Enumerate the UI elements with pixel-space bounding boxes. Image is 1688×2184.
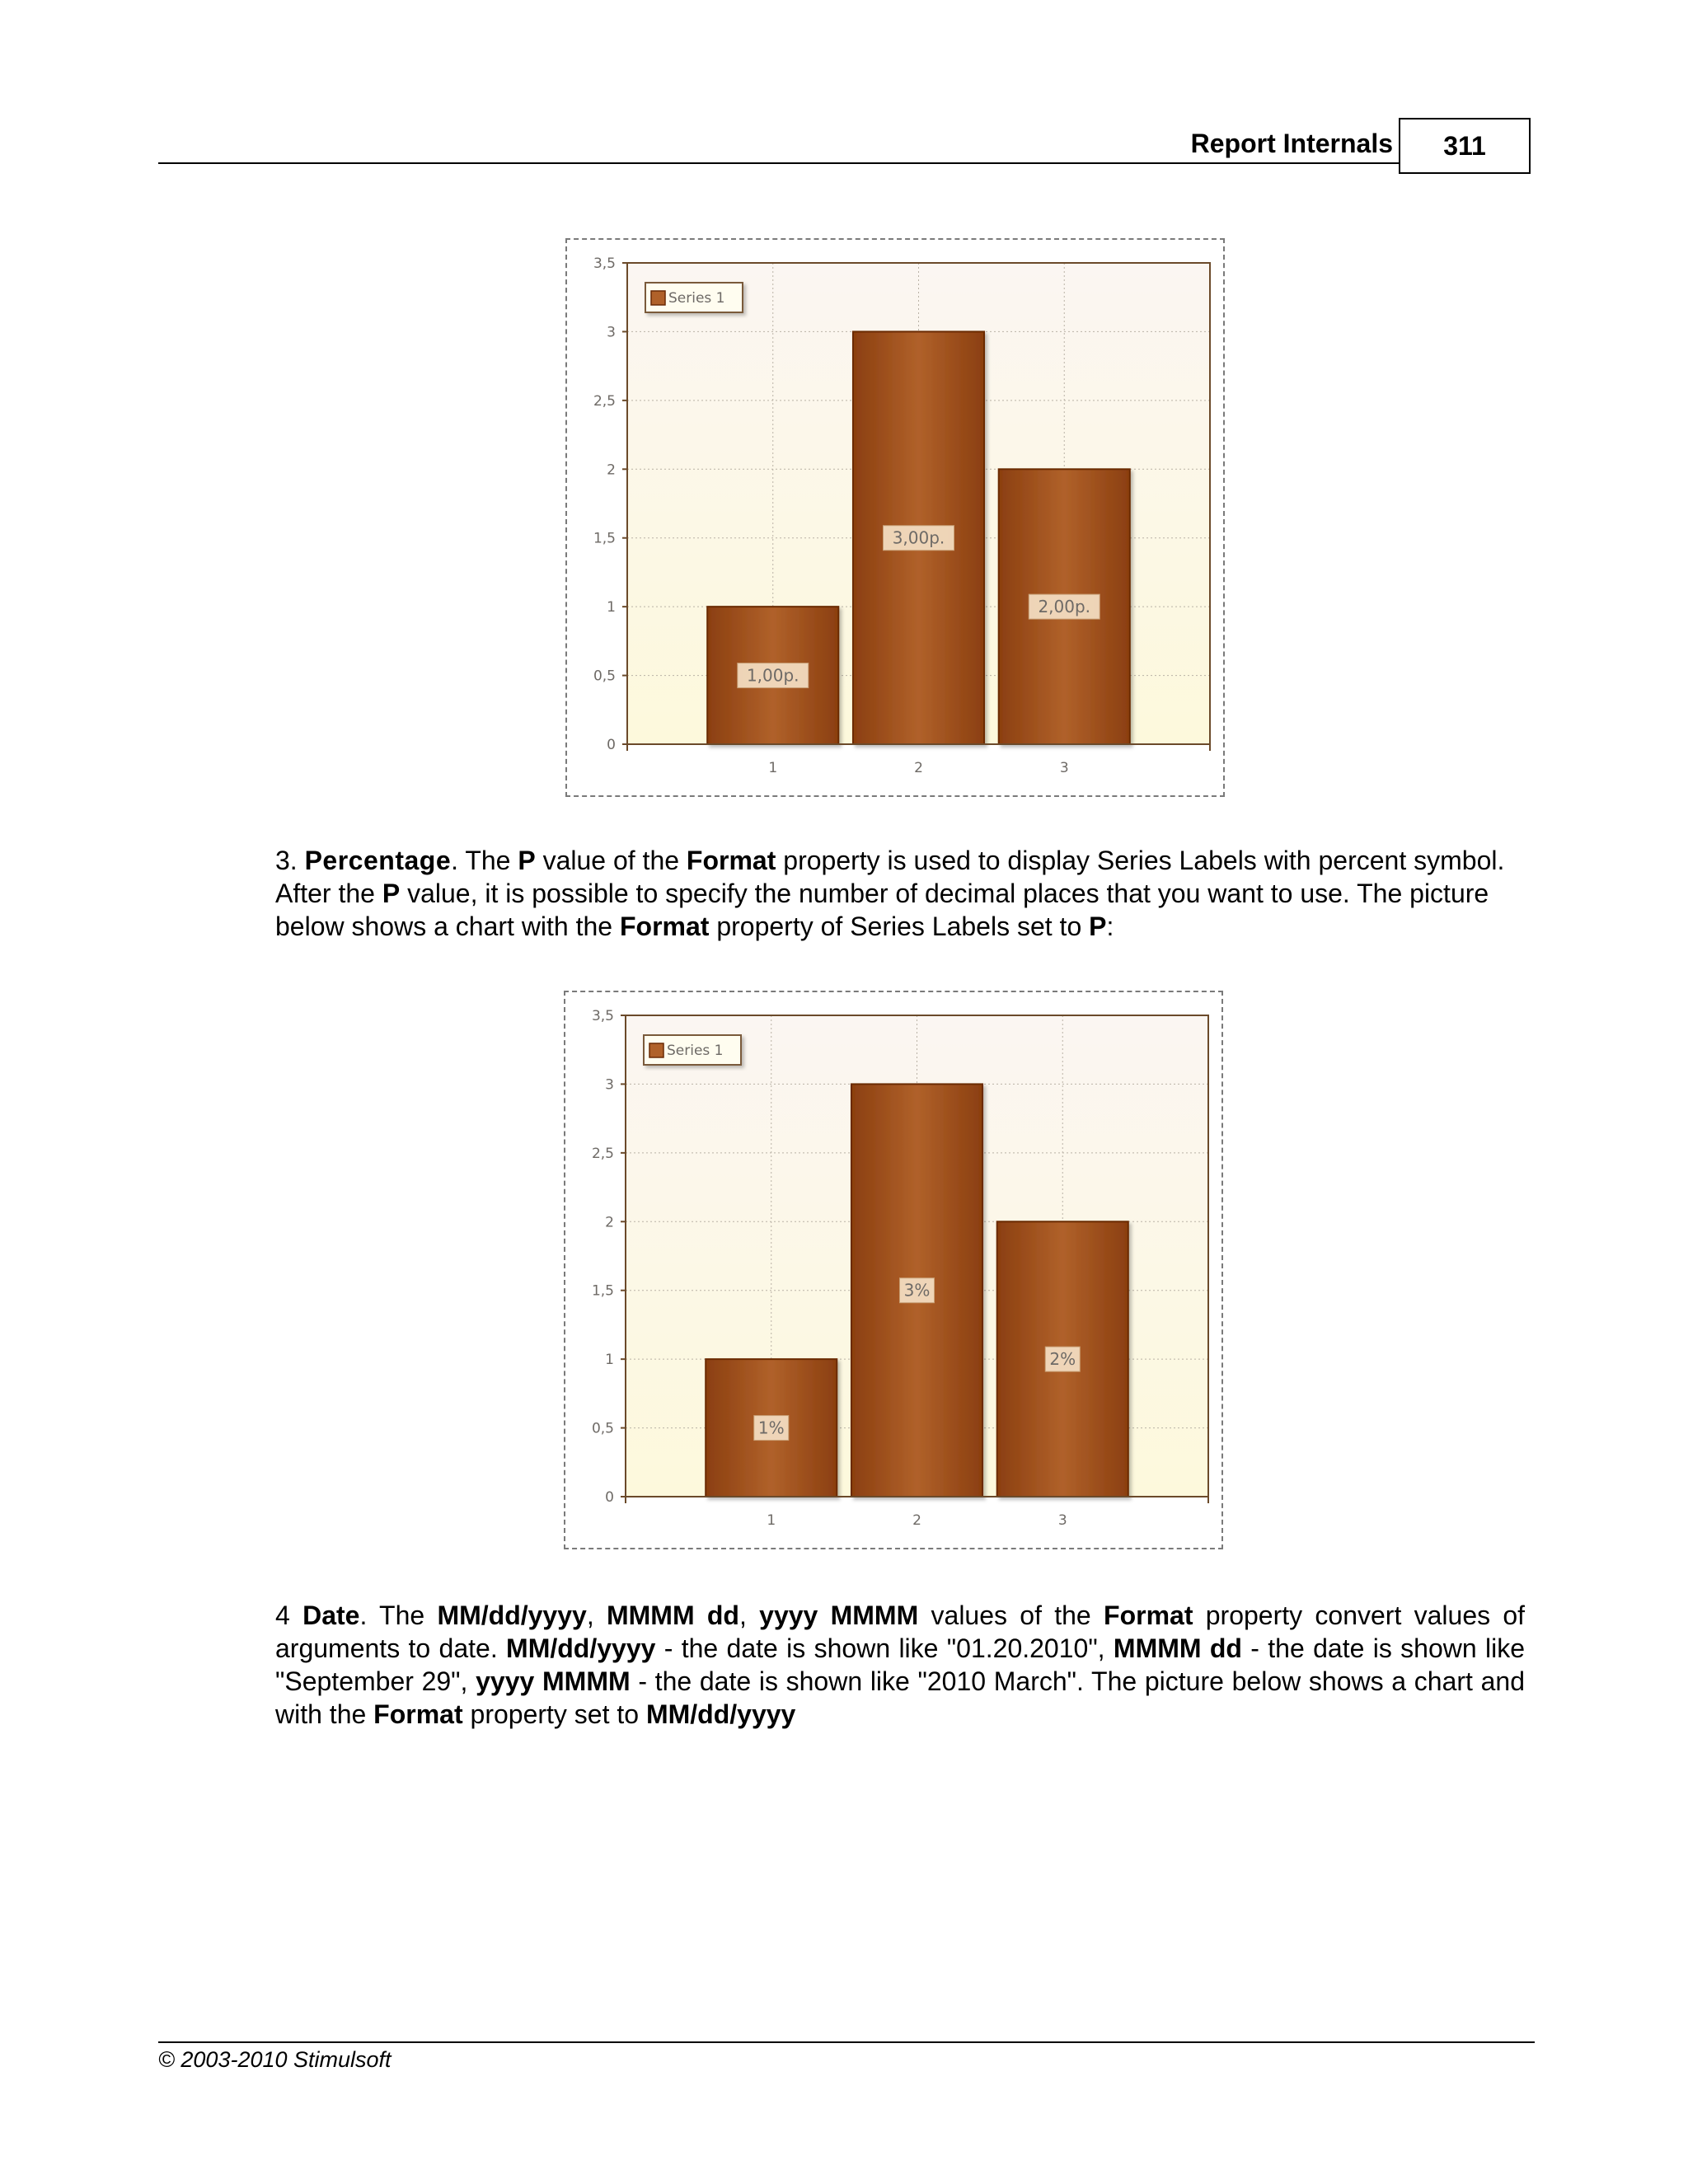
y-tick-label: 3: [607, 324, 616, 341]
y-tick-label: 2: [605, 1214, 614, 1231]
x-tick-label: 1: [767, 1512, 776, 1529]
section-title: Report Internals: [1190, 129, 1393, 158]
y-tick-label: 0,5: [591, 1420, 614, 1437]
y-tick-label: 2,5: [593, 392, 616, 410]
paragraph-date: 4 Date. The MM/dd/yyyy, MMMM dd, yyyy MMMM values of the Format property convert values of arguments to date. MM/dd/yyyy - the date is shown like "01.20.2010", MMMM dd - the date is shown like "September 29", yyyy MMMM - the date is shown like "2010 March". The picture below shows a chart and with the Format property set to MM/dd/yyyy: [275, 1601, 1526, 1729]
legend-swatch: [651, 291, 665, 305]
page-number: 311: [1399, 118, 1531, 174]
legend-label: Series 1: [668, 290, 725, 307]
y-tick-label: 0,5: [593, 668, 616, 685]
data-label: 3,00p.: [892, 527, 945, 548]
x-tick-label: 3: [1057, 1512, 1067, 1529]
y-tick-label: 2: [607, 462, 616, 479]
x-tick-label: 3: [1059, 760, 1069, 776]
data-label: 2%: [1049, 1349, 1076, 1370]
y-tick-label: 0: [605, 1489, 614, 1506]
y-tick-label: 1,5: [591, 1282, 614, 1300]
data-label: 1,00p.: [746, 665, 799, 686]
y-tick-label: 0: [607, 737, 616, 753]
data-label: 3%: [903, 1280, 931, 1301]
y-tick-label: 1: [605, 1352, 614, 1369]
legend-swatch: [649, 1043, 663, 1057]
y-tick-label: 2,5: [591, 1145, 614, 1162]
y-tick-label: 1,5: [593, 530, 616, 547]
y-tick-label: 3,5: [591, 1008, 614, 1024]
data-label: 2,00p.: [1038, 597, 1091, 617]
header-divider: [158, 162, 1400, 164]
x-tick-label: 1: [768, 760, 778, 776]
footer-copyright: © 2003-2010 Stimulsoft: [158, 2047, 392, 2072]
chart-percentage-format: [564, 991, 1223, 1549]
y-tick-label: 3: [605, 1076, 614, 1094]
x-tick-label: 2: [912, 1512, 921, 1529]
data-label: 1%: [757, 1418, 785, 1438]
y-tick-label: 1: [607, 599, 616, 616]
paragraph-percentage: 3. Percentage. The P value of the Format property is used to display Series Labels with percent symbol. After the P value, it is possible to specify the number of decimal places that you want to use. The picture below shows a chart with the Format property of Series Labels set to P:: [275, 846, 1505, 941]
x-tick-label: 2: [914, 760, 923, 776]
chart-number-format: [565, 238, 1225, 797]
y-tick-label: 3,5: [593, 255, 616, 272]
footer-divider: [158, 2041, 1535, 2043]
legend-label: Series 1: [667, 1043, 724, 1059]
